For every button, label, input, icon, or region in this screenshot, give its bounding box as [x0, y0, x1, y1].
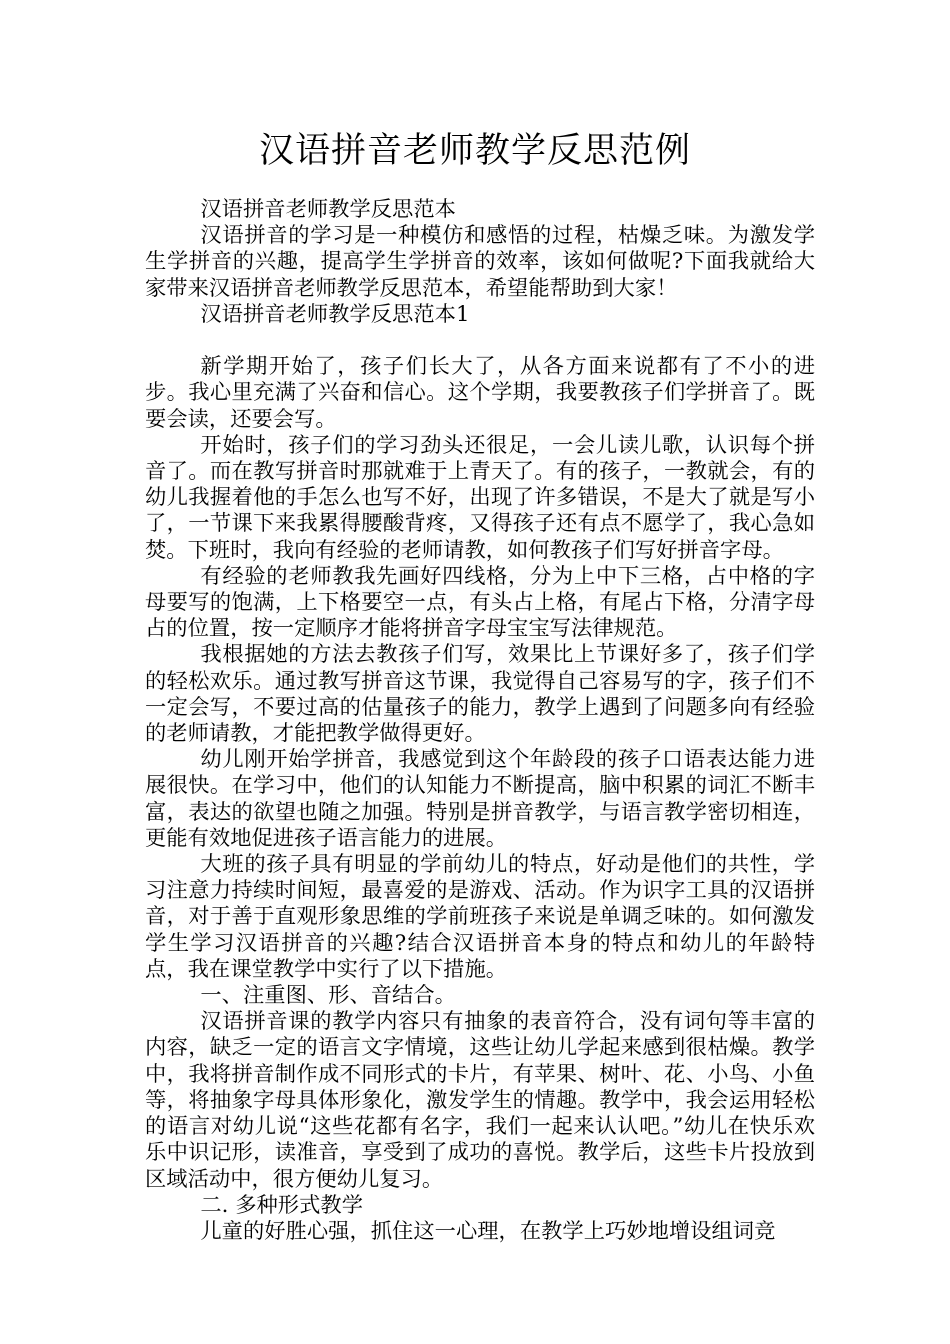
paragraph: 大班的孩子具有明显的学前幼儿的特点，好动是他们的共性，学习注意力持续时间短，最喜爱的是游戏、活动。作为识字工具的汉语拼音，对于善于直观形象思维的学前班孩子来说是单调乏味的。如何激发学生学习汉语拼音的兴趣?结合汉语拼音本身的特点和幼儿的年龄特点，我在课堂教学中实行了以下措施。 — [145, 852, 815, 982]
paragraph: 汉语拼音课的教学内容只有抽象的表音符合，没有词句等丰富的内容，缺乏一定的语言文字情境，这些让幼儿学起来感到很枯燥。教学中，我将拼音制作成不同形式的卡片，有苹果、树叶、花、小鸟、小鱼等，将抽象字母具体形象化，激发学生的情趣。教学中，我会运用轻松的语言对幼儿说“这些花都有名字，我们一起来认认吧。”幼儿在快乐欢乐中识记形，读准音，享受到了成功的喜悦。教学后，这些卡片投放到区域活动中，很方便幼儿复习。 — [145, 1009, 815, 1192]
paragraph-blank — [145, 328, 815, 354]
paragraph: 开始时，孩子们的学习劲头还很足，一会儿读儿歌，认识每个拼音了。而在教写拼音时那就难于上青天了。有的孩子，一教就会，有的幼儿我握着他的手怎么也写不好，出现了许多错误，不是大了就是写小了，一节课下来我累得腰酸背疼，又得孩子还有点不愿学了，我心急如焚。下班时，我向有经验的老师请教，如何教孩子们写好拼音字母。 — [145, 432, 815, 563]
paragraph-section-heading: 汉语拼音老师教学反思范本1 — [200, 301, 470, 327]
paragraph: 儿童的好胜心强，抓住这一心理，在教学上巧妙地增设组词竞 — [200, 1218, 776, 1244]
document-body — [145, 197, 815, 1245]
document-title: 汉语拼音老师教学反思范例 — [258, 131, 691, 171]
paragraph: 我根据她的方法去教孩子们写，效果比上节课好多了，孩子们学的轻松欢乐。通过教写拼音这节课，我觉得自己容易写的字，孩子们不一定会写，不要过高的估量孩子的能力，教学上遇到了问题多向有经验的老师请教，才能把教学做得更好。 — [145, 642, 815, 747]
paragraph: 新学期开始了，孩子们长大了，从各方面来说都有了不小的进步。我心里充满了兴奋和信心。这个学期，我要教孩子们学拼音了。既要会读，还要会写。 — [145, 354, 815, 432]
paragraph-heading-one: 一、注重图、形、音结合。 — [200, 983, 456, 1009]
paragraph-subtitle: 汉语拼音老师教学反思范本 — [200, 197, 456, 222]
paragraph-intro: 汉语拼音的学习是一种模仿和感悟的过程，枯燥乏味。为激发学生学拼音的兴趣，提高学生学拼音的效率，该如何做呢?下面我就给大家带来汉语拼音老师教学反思范本，希望能帮助到大家！ — [145, 223, 815, 301]
paragraph: 幼儿刚开始学拼音，我感觉到这个年龄段的孩子口语表达能力进展很快。在学习中，他们的认知能力不断提高，脑中积累的词汇不断丰富，表达的欲望也随之加强。特别是拼音教学，与语言教学密切相连，更能有效地促进孩子语言能力的进展。 — [145, 747, 815, 851]
paragraph: 有经验的老师教我先画好四线格，分为上中下三格，占中格的字母要写的饱满，上下格要空一点，有头占上格，有尾占下格，分清字母占的位置，按一定顺序才能将拼音字母宝宝写法律规范。 — [145, 563, 815, 642]
paragraph-heading-two: 二. 多种形式教学 — [200, 1192, 363, 1218]
